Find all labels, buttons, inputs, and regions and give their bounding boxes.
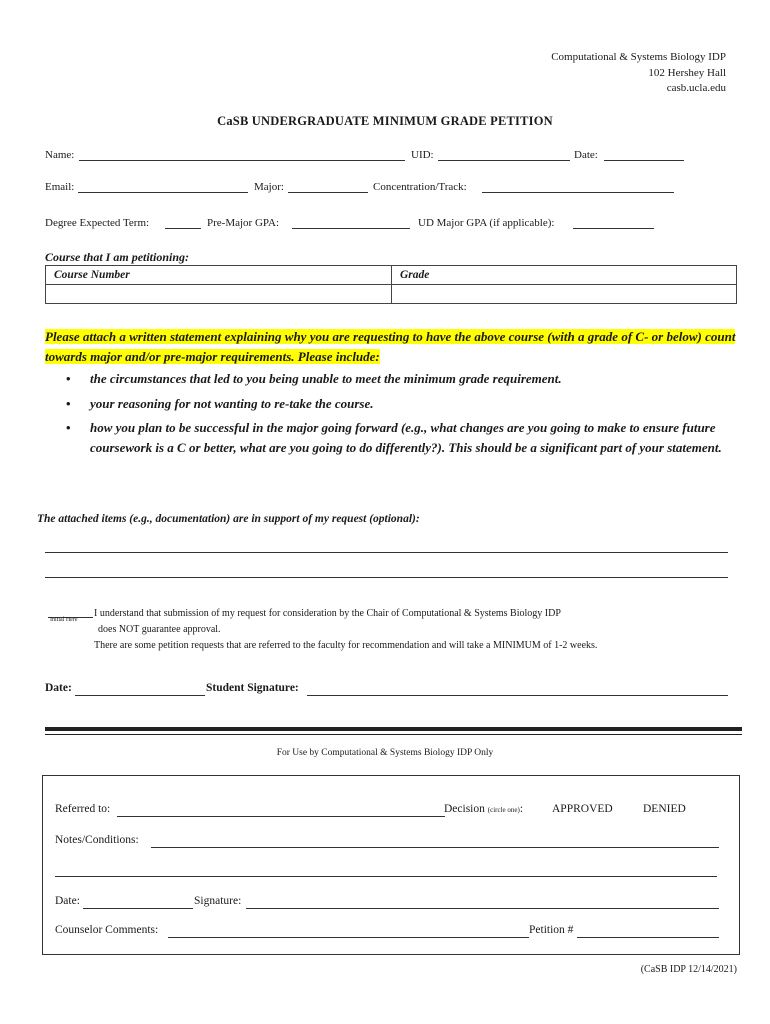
concentration-field[interactable]: [482, 192, 674, 193]
department-address: [551, 50, 726, 97]
course-table-input-row: [46, 285, 737, 304]
department-name: Computational & Systems Biology IDP: [551, 51, 726, 63]
website: casb.ucla.edu: [666, 82, 726, 94]
list-item: [66, 418, 736, 457]
instruction-list: [66, 369, 736, 462]
uid-label: UID:: [411, 149, 434, 161]
ud-gpa-field[interactable]: [573, 228, 654, 229]
statement-instructions-text: Please attach a written statement explaining why you are requesting to have the above course (with a grade of C- or below) count towards major and/or pre-major requirements. Please include:: [45, 329, 736, 364]
notes-label: Notes/Conditions:: [55, 834, 139, 846]
uid-field[interactable]: [438, 160, 570, 161]
course-number-header: Course Number: [46, 266, 392, 285]
grade-cell[interactable]: [392, 285, 737, 304]
email-field[interactable]: [78, 192, 248, 193]
petition-number-field[interactable]: [577, 937, 719, 938]
list-item: [66, 394, 736, 414]
notes-field-line-1[interactable]: [151, 847, 719, 848]
course-table: [45, 265, 737, 304]
list-item-text: how you plan to be successful in the major going forward (e.g., what changes are you going to make to ensure future coursework is a C or better, what are you going to do differently?). This should be a significant part of your statement.: [90, 420, 722, 455]
office-date-label: Date:: [55, 895, 80, 907]
name-label: Name:: [45, 149, 75, 161]
denied-option[interactable]: DENIED: [643, 803, 686, 815]
section-divider-thin: [45, 734, 742, 735]
acknowledgement-line-3: There are some petition requests that are referred to the faculty for recommendation and will take a MINIMUM of 1-2 weeks.: [94, 640, 598, 651]
page-title: CaSB UNDERGRADUATE MINIMUM GRADE PETITION: [217, 114, 553, 128]
office-signature-label: Signature:: [194, 895, 242, 907]
petition-number-label: Petition #: [529, 924, 574, 936]
degree-term-label: Degree Expected Term:: [45, 217, 150, 229]
major-field[interactable]: [288, 192, 368, 193]
building-address: 102 Hershey Hall: [648, 66, 726, 79]
premajor-gpa-field[interactable]: [292, 228, 410, 229]
referred-to-label: Referred to:: [55, 803, 111, 815]
circle-one-note: (circle one): [487, 806, 520, 814]
section-divider-thick: [45, 727, 742, 731]
concentration-label: Concentration/Track:: [373, 181, 467, 193]
office-signature-field[interactable]: [246, 908, 719, 909]
student-date-label: Date:: [45, 682, 72, 694]
bullet-icon: •: [66, 371, 71, 386]
course-table-caption: Course that I am petitioning:: [45, 250, 190, 264]
student-date-field[interactable]: [75, 695, 205, 696]
office-use-heading: For Use by Computational & Systems Biology IDP Only: [276, 748, 494, 758]
name-field[interactable]: [79, 160, 405, 161]
acknowledgement-line-1: I understand that submission of my request for consideration by the Chair of Computational & Systems Biology IDP: [94, 608, 561, 619]
list-item-text: the circumstances that led to you being unable to meet the minimum grade requirement.: [90, 371, 562, 386]
office-use-box: [42, 775, 740, 955]
list-item-text: your reasoning for not wanting to re-take the course.: [90, 395, 374, 411]
decision-colon: :: [519, 803, 524, 815]
initial-here-label: Initial Here: [50, 617, 78, 623]
date-field[interactable]: [604, 160, 684, 161]
referred-to-field[interactable]: [117, 816, 445, 817]
decision-label: [444, 803, 523, 815]
form-version-footer: (CaSB IDP 12/14/2021): [640, 964, 737, 975]
ud-gpa-label: UD Major GPA (if applicable):: [418, 217, 555, 229]
premajor-gpa-label: Pre-Major GPA:: [207, 217, 280, 229]
email-label: Email:: [45, 181, 75, 193]
counselor-comments-label: Counselor Comments:: [55, 924, 159, 936]
degree-term-field[interactable]: [165, 228, 201, 229]
decision-label-text: Decision: [444, 803, 485, 815]
bullet-icon: •: [66, 420, 71, 435]
counselor-comments-field[interactable]: [168, 937, 529, 938]
grade-header: Grade: [392, 266, 737, 285]
attached-items-line-2[interactable]: [45, 577, 728, 578]
course-table-header-row: [46, 266, 737, 285]
student-signature-field[interactable]: [307, 695, 728, 696]
date-label: Date:: [574, 149, 598, 161]
student-signature-label: Student Signature:: [206, 682, 299, 694]
major-label: Major:: [254, 181, 284, 193]
list-item: [66, 369, 736, 389]
bullet-icon: •: [66, 395, 71, 411]
course-number-cell[interactable]: [46, 285, 392, 304]
office-date-field[interactable]: [83, 908, 193, 909]
statement-instructions: [45, 327, 740, 367]
notes-field-line-2[interactable]: [55, 876, 717, 877]
attached-items-line-1[interactable]: [45, 552, 728, 553]
acknowledgement-text: [94, 606, 597, 654]
attached-items-label: The attached items (e.g., documentation) are in support of my request (optional):: [37, 513, 420, 525]
approved-option[interactable]: APPROVED: [552, 803, 613, 815]
acknowledgement-line-2: does NOT guarantee approval.: [98, 624, 221, 635]
